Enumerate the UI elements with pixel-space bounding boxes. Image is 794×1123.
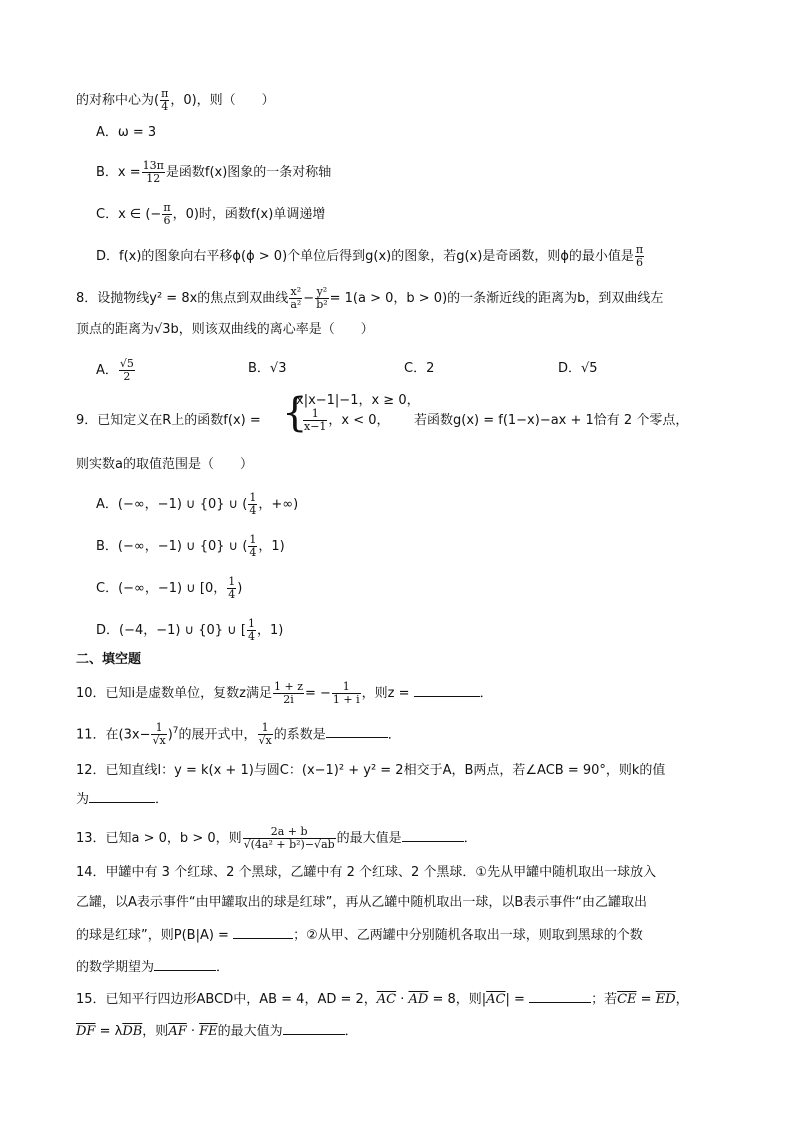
fraction-denominator: 6 — [636, 256, 644, 269]
q12-line-2 — [76, 790, 168, 809]
q10-left-fraction — [273, 681, 304, 706]
q7-optd-text: D．f(x)的图象向右平移ϕ(ϕ > 0)个单位后得到g(x)的图象，若g(x)是奇函数，则ϕ的最小值是 — [96, 249, 634, 264]
fraction-denominator: 2 — [123, 370, 131, 383]
fraction-denominator: 4 — [249, 546, 257, 559]
q11-post: 的系数是 — [273, 727, 326, 743]
q7-option-a: A．ω = 3 — [96, 125, 157, 140]
fraction-numerator: 1 — [249, 491, 257, 504]
q10-pre: 10．已知i是虚数单位，复数z满足 — [76, 686, 272, 701]
q7-optc-post: ，0)时，函数f(x)单调递增 — [172, 207, 326, 222]
fraction-numerator: π — [163, 201, 171, 214]
q14-line3-post: ；②从甲、乙两罐中分别随机各取出一球，则取到黑球的个数 — [293, 928, 643, 943]
answer-blank[interactable] — [283, 1022, 345, 1035]
q15-line1-mid2: | = — [505, 992, 525, 1007]
answer-blank[interactable] — [233, 926, 293, 939]
q14-line4-pre: 的数学期望为 — [76, 960, 155, 975]
fraction-denominator: √x — [258, 734, 272, 748]
fraction-numerator: 2a + b — [243, 826, 336, 839]
q9-case2-post: ，x < 0， — [328, 413, 390, 428]
q9-option-a — [96, 492, 298, 517]
q8-opta-pre: A． — [96, 363, 118, 378]
q13-post: 的最大值是 — [336, 831, 402, 846]
lambda-operator: = λ — [95, 1024, 123, 1039]
q8-line-2: 顶点的距离为√3b，则该双曲线的离心率是（ ） — [76, 322, 374, 337]
answer-blank[interactable] — [89, 790, 155, 803]
q7-option-d — [96, 244, 645, 269]
q12-line2-pre: 为 — [76, 792, 90, 807]
q8-line1-b: = 1(a > 0，b > 0)的一条渐近线的距离为b，到双曲线左 — [329, 291, 664, 306]
fraction-numerator: 1 — [151, 722, 166, 735]
q7-optc-fraction — [162, 202, 171, 227]
q14-line-2: 乙罐，以A表示事件“由甲罐取出的球是红球”，再从乙罐中随机取出一球，以B表示事件“由乙罐取出 — [76, 895, 648, 910]
q15-line1-mid: = 8，则| — [428, 992, 487, 1007]
fraction-numerator: y² — [316, 285, 328, 298]
q15-line2-mid: ，则 — [142, 1024, 169, 1039]
q9-stem-pre: 9．已知定义在R上的函数f(x) = — [76, 413, 261, 428]
fraction-denominator: x−1 — [304, 420, 327, 433]
q9-optd-fraction — [247, 618, 256, 643]
vector-ce: $\overline{CE}$ — [617, 992, 637, 1007]
q7-option-b — [96, 160, 331, 185]
q14-end: ． — [216, 960, 230, 975]
fraction-numerator: π — [161, 87, 169, 100]
answer-blank[interactable] — [154, 958, 216, 971]
fraction-denominator: 6 — [163, 214, 171, 227]
q15-line1-post: ；若 — [591, 992, 618, 1007]
q10-right-fraction — [332, 681, 361, 706]
q8-y-fraction — [315, 286, 328, 311]
q9-opta-fraction — [248, 492, 257, 517]
fraction-denominator: b² — [316, 298, 328, 311]
q8-line1-a: 8．设抛物线y² = 8x的焦点到双曲线 — [76, 291, 289, 306]
q14-line-3 — [76, 926, 643, 945]
q9-opta-post: ，+∞) — [258, 497, 299, 512]
q7-stem — [76, 88, 275, 113]
q9-option-d — [96, 618, 283, 643]
vector-ed: $\overline{ED}$ — [655, 992, 676, 1007]
answer-blank[interactable] — [326, 725, 388, 738]
q9-case-2 — [302, 408, 390, 433]
q7-intro-end: ，0)，则（ ） — [170, 93, 275, 108]
q8-opta-fraction — [119, 358, 135, 383]
q8-option-d: D．√5 — [558, 361, 598, 376]
vector-ac: $\overline{AC}$ — [376, 992, 397, 1007]
fraction-denominator: √(4a² + b²)−√ab — [243, 838, 335, 851]
fraction-denominator: 4 — [247, 630, 255, 643]
fraction-numerator: π — [635, 243, 644, 256]
q9-stem-post: 若函数g(x) = f(1−x)−ax + 1恰有 2 个零点， — [414, 413, 689, 428]
q7-optb-post: 是函数f(x)图象的一条对称轴 — [165, 165, 332, 180]
answer-blank[interactable] — [402, 829, 464, 842]
q7-center-fraction — [160, 88, 169, 113]
q7-optc-pre: C．x ∈ (− — [96, 207, 162, 222]
q7-optd-fraction — [635, 244, 644, 269]
fraction-denominator: 12 — [146, 172, 161, 185]
q11-pre: 11．在(3x− — [76, 727, 151, 743]
fraction-numerator: 13π — [142, 159, 164, 172]
q8-minus: − — [303, 291, 315, 306]
comma: ， — [675, 992, 689, 1007]
fraction-denominator: 4 — [249, 504, 257, 517]
q10-end: ． — [479, 686, 493, 701]
q8-option-b: B．√3 — [248, 361, 287, 376]
vector-df: $\overline{DF}$ — [76, 1024, 96, 1039]
fraction-numerator: 1 — [258, 722, 273, 735]
fraction-numerator: 1 — [247, 617, 255, 630]
q8-x-fraction — [289, 286, 302, 311]
q9-optc-pre: C．(−∞，−1) ∪ [0， — [96, 581, 227, 596]
q15-line2-post: 的最大值为 — [217, 1024, 283, 1039]
q15-line-1 — [76, 990, 689, 1009]
fraction-numerator: x² — [290, 285, 302, 298]
section-heading: 二、填空题 — [76, 652, 142, 667]
q12-line-1: 12．已知直线l：y = k(x + 1)与圆C：(x−1)² + y² = 2相交于A，B两点，若∠ACB = 90°，则k的值 — [76, 763, 666, 778]
q15-line1-pre: 15．已知平行四边形ABCD中，AB = 4，AD = 2， — [76, 992, 377, 1007]
fraction-numerator: 1 — [249, 533, 257, 546]
fraction-numerator: √5 — [119, 357, 134, 370]
vector-db: $\overline{DB}$ — [122, 1024, 143, 1039]
fraction-numerator: 1 + z — [273, 680, 303, 693]
q12-end: ． — [155, 792, 169, 807]
q11-binomial-fraction — [151, 722, 166, 747]
q11-exponent: 7 — [172, 726, 179, 736]
fraction-denominator: 2i — [283, 693, 294, 706]
fraction-denominator: 1 + i — [332, 693, 360, 706]
q9-optc-fraction — [227, 576, 236, 601]
q14-line-1: 14．甲罐中有 3 个红球、2 个黑球，乙罐中有 2 个红球、2 个黑球．①先从甲罐中随机取出一球放入 — [76, 865, 657, 880]
q10 — [76, 681, 493, 706]
q8-option-a — [96, 358, 136, 383]
q14-line3-pre: 的球是红球”，则P(B|A) = — [76, 928, 229, 943]
answer-blank[interactable] — [529, 990, 591, 1003]
q9-option-c — [96, 576, 242, 601]
q9-case-1: x|x−1|−1，x ≥ 0， — [296, 393, 420, 408]
q7-optb-fraction — [142, 160, 165, 185]
answer-blank[interactable] — [414, 684, 480, 697]
q9-line-2: 则实数a的取值范围是（ ） — [76, 457, 253, 472]
vector-af: $\overline{AF}$ — [168, 1024, 187, 1039]
q9-case2-fraction — [303, 408, 327, 433]
vector-ad: $\overline{AD}$ — [408, 992, 429, 1007]
q9-opta-pre: A．(−∞，−1) ∪ {0} ∪ ( — [96, 497, 248, 512]
q8-line-1 — [76, 286, 663, 311]
q15-line-2 — [76, 1022, 358, 1041]
fraction-denominator: √x — [152, 734, 166, 748]
fraction-denominator: 4 — [228, 588, 236, 601]
dot-operator: · — [396, 992, 409, 1007]
q13 — [76, 826, 477, 851]
q9-option-b — [96, 534, 285, 559]
q13-end: ． — [463, 831, 477, 846]
q9-optd-post: ，1) — [256, 623, 284, 638]
q10-post: ，则z = — [361, 686, 410, 701]
fraction-denominator: a² — [290, 298, 302, 311]
q11-term-fraction — [258, 722, 273, 747]
fraction-numerator: 1 — [303, 408, 327, 421]
q11: 11．在(3x− $\frac{1}{√x}$ )$^7$的展开式中， $\frac{1}{√x}$ 的系数是 ． — [76, 721, 401, 748]
q14-line-4 — [76, 958, 229, 977]
q13-fraction — [243, 826, 336, 851]
q8-option-c: C．2 — [404, 361, 435, 376]
dot-operator: · — [186, 1024, 200, 1039]
q11-end: ． — [387, 727, 401, 743]
q9-optb-post: ，1) — [258, 539, 285, 554]
fraction-numerator: 1 — [228, 575, 236, 588]
vector-ac: $\overline{AC}$ — [486, 992, 506, 1007]
q13-pre: 13．已知a > 0，b > 0，则 — [76, 831, 242, 846]
q7-intro: 的对称中心为( — [76, 93, 160, 108]
q9-optc-post: ) — [237, 581, 243, 596]
piecewise-brace: { — [282, 390, 308, 436]
q15-end: ． — [344, 1024, 358, 1039]
q7-optb-pre: B．x = — [96, 165, 141, 180]
q7-option-c — [96, 202, 325, 227]
q9-optb-fraction — [248, 534, 257, 559]
q10-mid: = − — [305, 686, 331, 701]
q9-optd-pre: D．(−4，−1) ∪ {0} ∪ [ — [96, 623, 246, 638]
q11-mid: 的展开式中， — [178, 727, 257, 743]
fraction-numerator: 1 — [332, 681, 361, 694]
fraction-denominator: 4 — [161, 100, 169, 113]
vector-fe: $\overline{FE}$ — [199, 1024, 218, 1039]
q9-optb-pre: B．(−∞，−1) ∪ {0} ∪ ( — [96, 539, 248, 554]
equals-operator: = — [636, 992, 656, 1007]
